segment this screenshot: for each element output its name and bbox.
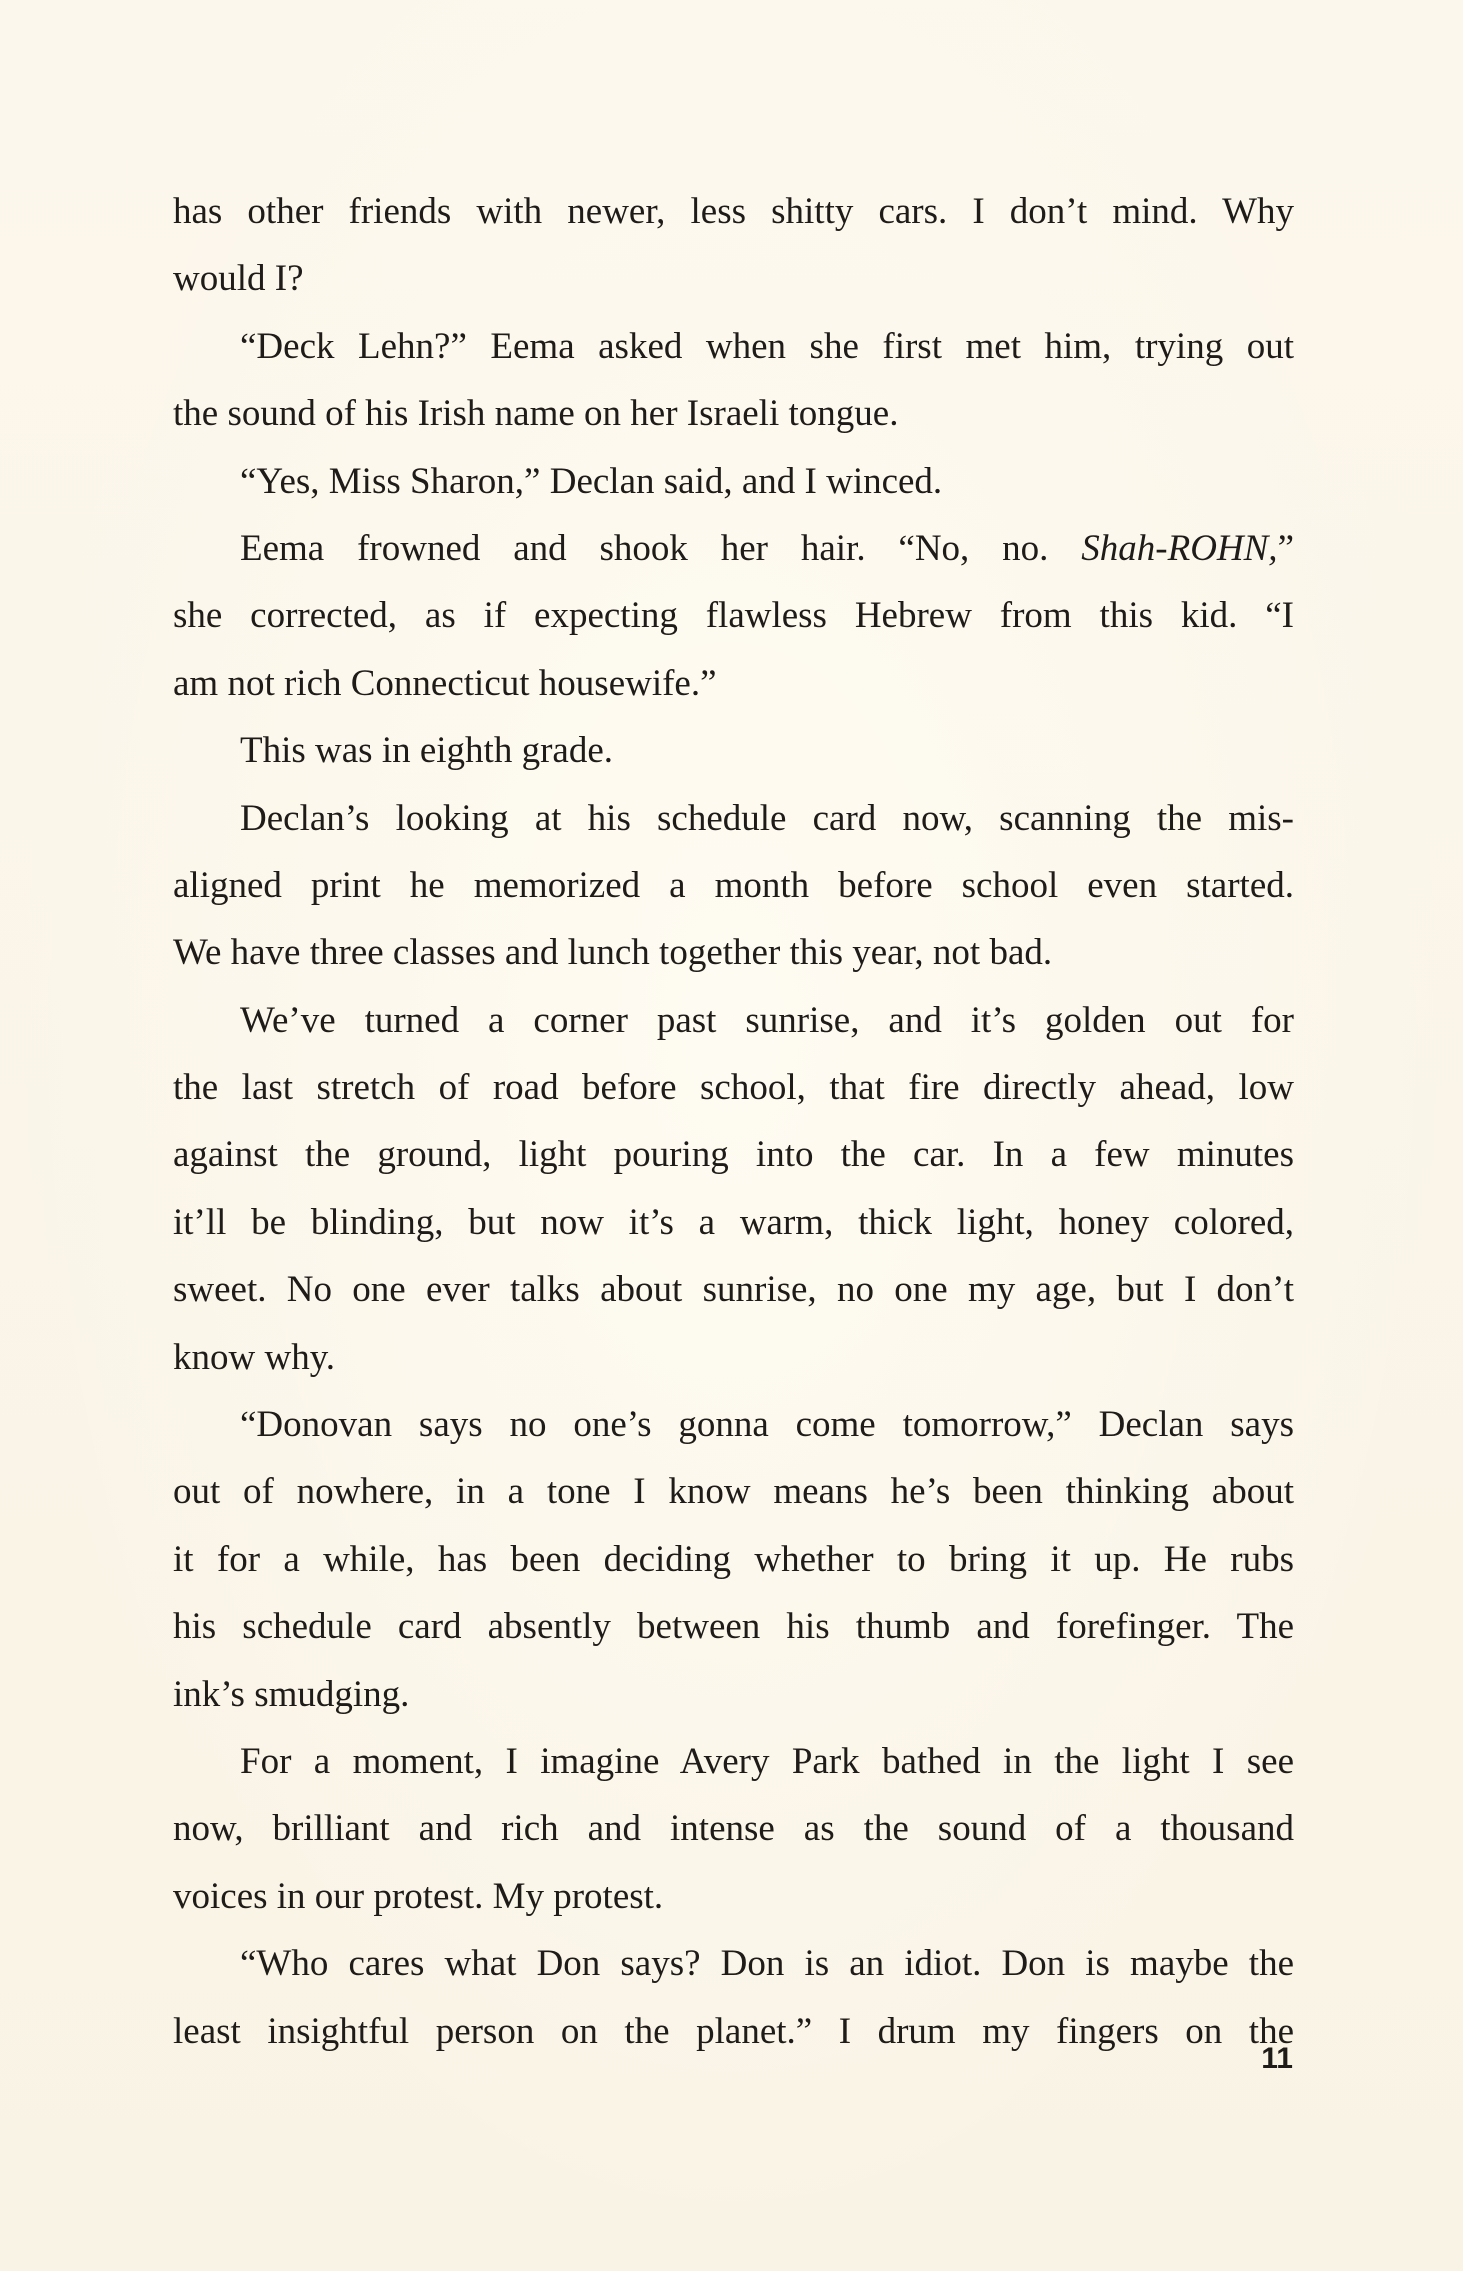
text-line bbox=[173, 515, 1294, 582]
text-line: This was in eighth grade. bbox=[240, 730, 613, 772]
text-line: For a moment, I imagine Avery Park bathed in the light I see bbox=[240, 1740, 1294, 1782]
text-segment: ” bbox=[1277, 527, 1294, 569]
text-line: the sound of his Irish name on her Israeli tongue. bbox=[173, 393, 899, 435]
text-line: We’ve turned a corner past sunrise, and it’s golden out for bbox=[240, 999, 1294, 1041]
text-line: know why. bbox=[173, 1336, 336, 1378]
text-line: voices in our protest. My protest. bbox=[173, 1875, 664, 1917]
text-line: she corrected, as if expecting flawless Hebrew from this kid. “I bbox=[173, 595, 1294, 637]
text-line: the last stretch of road before school, that fire directly ahead, low bbox=[173, 1067, 1294, 1109]
text-line: has other friends with newer, less shitty cars. I don’t mind. Why bbox=[173, 191, 1294, 232]
text-line: Declan’s looking at his schedule card now, scanning the mis- bbox=[240, 797, 1294, 839]
text-line: aligned print he memorized a month before school even started. bbox=[173, 864, 1294, 906]
text-line: his schedule card absently between his thumb and forefinger. The bbox=[173, 1606, 1294, 1648]
text-line: “Yes, Miss Sharon,” Declan said, and I winced. bbox=[240, 460, 943, 502]
text-line: “Deck Lehn?” Eema asked when she first met him, trying out bbox=[240, 325, 1294, 367]
text-line: “Donovan says no one’s gonna come tomorrow,” Declan says bbox=[240, 1404, 1294, 1446]
text-line: against the ground, light pouring into the car. In a few minutes bbox=[173, 1134, 1294, 1176]
text-line: it’ll be blinding, but now it’s a warm, thick light, honey colored, bbox=[173, 1201, 1294, 1243]
body-text bbox=[173, 178, 1294, 2065]
text-line: out of nowhere, in a tone I know means he’s been thinking about bbox=[173, 1471, 1294, 1513]
text-line: sweet. No one ever talks about sunrise, no one my age, but I don’t bbox=[173, 1269, 1294, 1311]
text-line: now, brilliant and rich and intense as the sound of a thousand bbox=[173, 1808, 1294, 1850]
text-segment: Eema frowned and shook her hair. “No, no. bbox=[240, 527, 1082, 569]
text-line: least insightful person on the planet.” I drum my fingers on the bbox=[173, 2010, 1294, 2052]
italic-text: Shah-ROHN, bbox=[1081, 527, 1278, 569]
text-line: am not rich Connecticut housewife.” bbox=[173, 662, 717, 704]
text-line: it for a while, has been deciding whether to bring it up. He rubs bbox=[173, 1538, 1294, 1580]
text-line: ink’s smudging. bbox=[173, 1673, 410, 1715]
text-line: would I? bbox=[173, 258, 304, 300]
text-line: “Who cares what Don says? Don is an idiot. Don is maybe the bbox=[240, 1943, 1294, 1985]
text-line: We have three classes and lunch together this year, not bad. bbox=[173, 932, 1053, 974]
page-number: 11 bbox=[1261, 2042, 1293, 2075]
